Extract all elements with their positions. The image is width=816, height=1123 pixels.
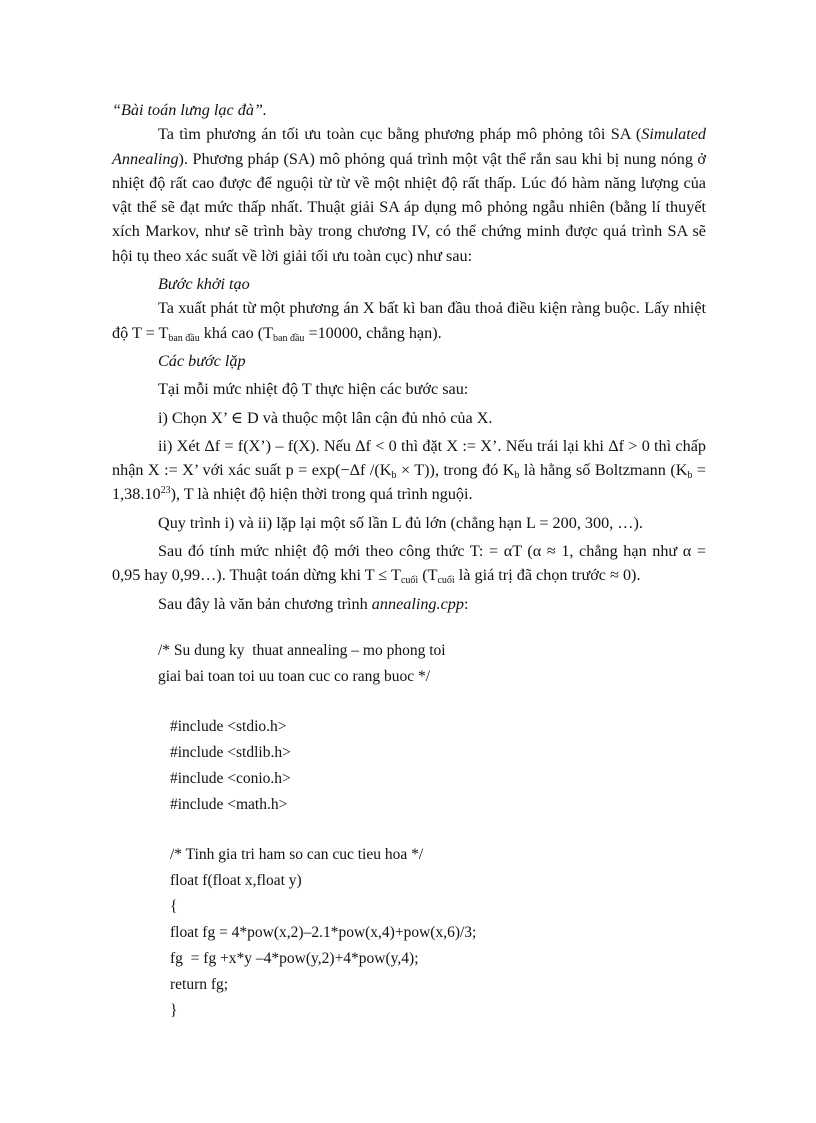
code-line: float f(float x,float y) — [170, 871, 302, 889]
text: ii) Xét Δf = f(X’) – f(X). Nếu Δf < 0 thì đặt X := X’. Nếu trái lại khi Δf > 0 thì chấp nhận X := X’ với xác suất — [112, 436, 706, 480]
text: Sau đây là văn bản chương trình — [158, 594, 372, 613]
paragraph-intro — [112, 122, 706, 268]
paragraph-program-intro — [112, 592, 706, 616]
text: Ta xuất phát từ một phương án X bất kì ban đầu thoả điều kiện ràng buộc. Lấy nhiệt độ T = T — [112, 299, 706, 342]
subscript: b — [687, 470, 693, 482]
code-line: fg = fg +x*y –4*pow(y,2)+4*pow(y,4); — [170, 949, 419, 967]
code-line: #include <stdio.h> — [170, 717, 287, 735]
code-line: #include <conio.h> — [170, 769, 291, 787]
text: (T — [418, 566, 438, 585]
code-line: return fg; — [170, 975, 229, 993]
superscript: 23 — [160, 485, 171, 497]
text: ), T là nhiệt độ hiện thời trong quá trình nguội. — [170, 485, 473, 504]
heading-loop-steps: Các bước lặp — [158, 351, 246, 370]
text: ). Phương pháp (SA) mô phỏng quá trình một vật thể rắn sau khi bị nung nóng ở nhiệt độ rất cao được để nguội từ từ về một nhiệt độ rất thấp. Lúc đó hàm năng lượng của vật thể sẽ đạt mức thấp nhất. Thuật giải SA áp dụng mô phỏng ngẫu nhiên (bằng lí thuyết xích Markov, như sẽ trình bày trong chương IV, có thể chứng minh được quá trình SA sẽ hội tụ theo xác suất về lời giải tối ưu toàn cục) như sau: — [112, 149, 706, 265]
paragraph-step-i: i) Chọn X’ ∈ D và thuộc một lân cận đủ nhỏ của X. — [158, 408, 493, 427]
text: khá cao (T — [199, 323, 274, 342]
subscript: ban đầu — [273, 332, 305, 344]
code-line: { — [170, 897, 178, 915]
filename: annealing.cpp — [371, 594, 464, 613]
paragraph-cooling — [112, 539, 706, 588]
paragraph-init — [112, 296, 706, 345]
text: = 1,38.10 — [112, 461, 706, 504]
heading-init-step: Bước khởi tạo — [158, 275, 250, 294]
paragraph-step-ii — [112, 434, 706, 507]
term-simulated-annealing: Simulated Annealing — [112, 125, 706, 168]
problem-title: “Bài toán lưng lạc đà”. — [112, 101, 267, 119]
code-line: } — [170, 1001, 178, 1019]
code-line: #include <math.h> — [170, 795, 288, 813]
subscript: cuối — [400, 575, 419, 587]
subscript: ban đầu — [168, 332, 200, 344]
code-line: float fg = 4*pow(x,2)–2.1*pow(x,4)+pow(x,6)/3; — [170, 923, 477, 941]
code-line: /* Tinh gia tri ham so can cuc tieu hoa */ — [170, 845, 424, 863]
probability-formula: p = exp(−Δf $/(K_b \times T)$) — [285, 461, 435, 482]
code-blank — [158, 690, 706, 714]
code-line: giai bai toan toi uu toan cuc co rang buoc */ — [158, 667, 431, 685]
subscript: cuối — [437, 575, 455, 587]
text: Sau đó tính mức nhiệt độ mới theo công thức T: = αT (α ≈ 1, chẳng hạn như α = 0,95 hay 0,99…). Thuật toán dừng khi T ≤ T — [112, 542, 706, 585]
paragraph-loop-intro: Tại mỗi mức nhiệt độ T thực hiện các bước sau: — [158, 380, 469, 399]
document-page — [112, 98, 706, 1024]
subscript: b — [514, 470, 520, 482]
text: : — [463, 594, 469, 613]
text: là giá trị đã chọn trước ≈ 0). — [454, 566, 641, 585]
code-listing — [158, 638, 706, 1024]
code-line: #include <stdlib.h> — [170, 743, 291, 761]
text: là hằng số Boltzmann (K — [519, 461, 688, 480]
text: Ta tìm phương án tối ưu toàn cục bằng phương pháp mô phỏng tôi SA ( — [158, 125, 642, 144]
code-line: /* Su dung ky thuat annealing – mo phong toi — [158, 641, 446, 659]
text: , trong đó K — [434, 461, 515, 480]
paragraph-repeat: Quy trình i) và ii) lặp lại một số lần L đủ lớn (chẳng hạn L = 200, 300, …). — [158, 513, 643, 532]
code-blank — [158, 818, 706, 842]
text: =10000, chẳng hạn). — [304, 323, 442, 342]
